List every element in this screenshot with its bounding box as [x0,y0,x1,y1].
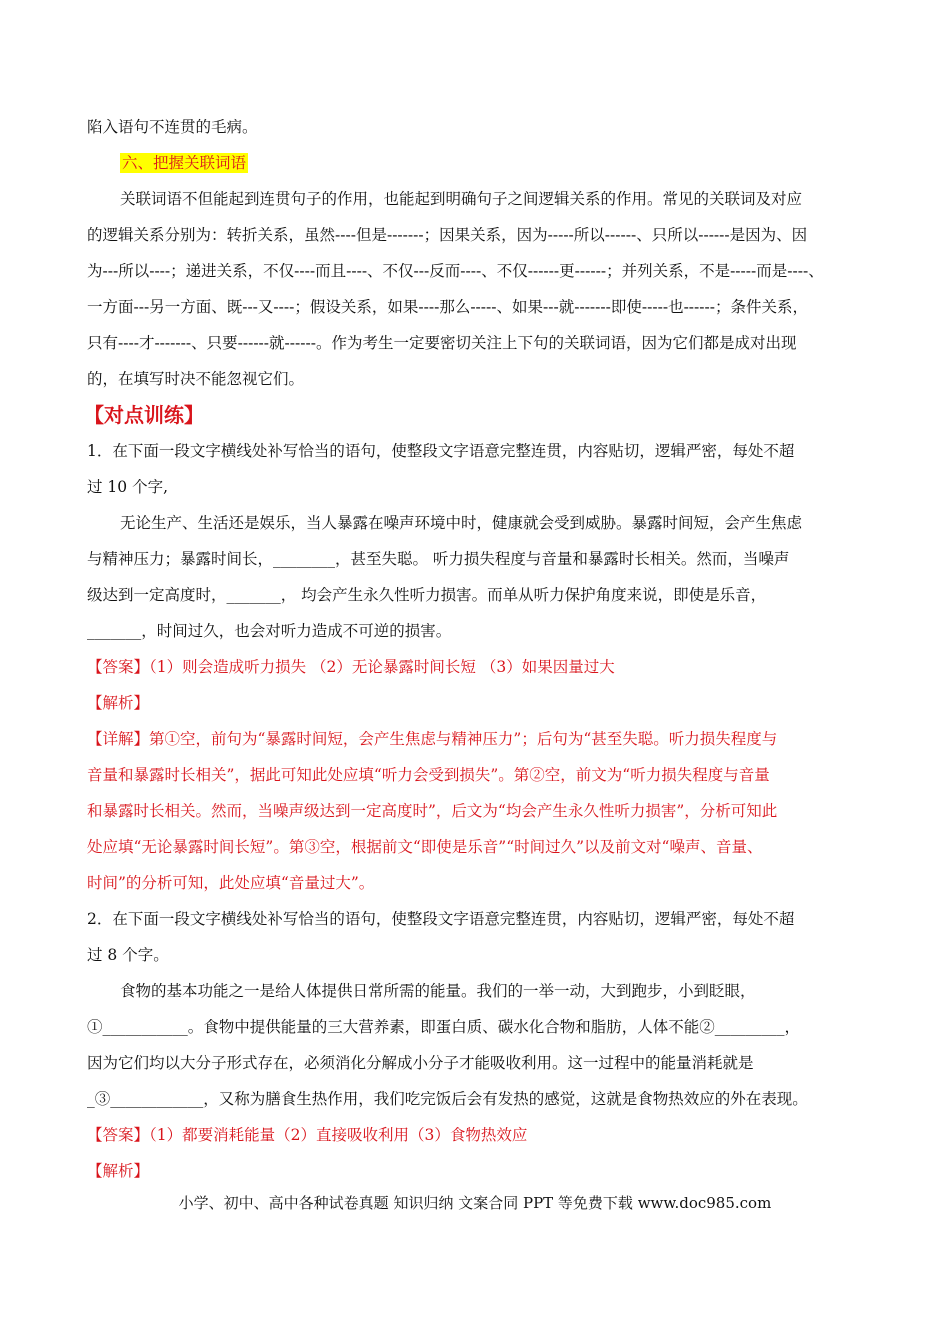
page-footer: 小学、初中、高中各种试卷真题 知识归纳 文案合同 PPT 等免费下载 www.doc985.com [178,1194,772,1212]
text-line: 陷入语句不连贯的毛病。 [87,118,258,136]
question-1: 1．在下面一段文字横线处补写恰当的语句，使整段文字语意完整连贯，内容贴切，逻辑严密，每处不超 [87,442,795,460]
passage-line: 与精神压力；暴露时间长，________，甚至失聪。 听力损失程度与音量和暴露时长相关。然而，当噪声 [87,550,790,568]
question-2: 2．在下面一段文字横线处补写恰当的语句，使整段文字语意完整连贯，内容贴切，逻辑严密，每处不超 [87,910,795,928]
passage-line: 因为它们均以大分子形式存在，必须消化分解成小分子才能吸收利用。这一过程中的能量消耗就是 [87,1054,754,1072]
explanation-line: 和暴露时长相关。然而，当噪声级达到一定高度时”，后文为“均会产生永久性听力损害”，分析可知此 [87,802,778,820]
highlighted-heading: 六、把握关联词语 [122,154,247,172]
analysis-label-2: 【解析】 [87,1162,150,1180]
text-line: 的逻辑关系分别为：转折关系，虽然----但是-------；因果关系，因为-----所以------、只所以------是因为、因 [87,226,808,244]
explanation-line: 时间”的分析可知，此处应填“音量过大”。 [87,874,375,892]
training-heading: 【对点训练】 [84,403,204,427]
section-heading [120,152,248,174]
answer-1: 【答案】（1）则会造成听力损失 （2）无论暴露时间长短 （3）如果因量过大 [87,658,615,676]
passage-line: 级达到一定高度时，_______， 均会产生永久性听力损害。而单从听力保护角度来说，即使是乐音， [87,586,767,604]
passage-line: 无论生产、生活还是娱乐，当人暴露在噪声环境中时，健康就会受到威胁。暴露时间短，会产生焦虑 [120,514,803,532]
text-line: 为---所以----；递进关系，不仅----而且----、不仅---反而----、不仅------更------；并列关系，不是-----而是----、 [87,262,824,280]
question-2-cont: 过 8 个字。 [87,946,169,964]
text-line: 一方面---另一方面、既---又----；假设关系，如果----那么-----、如果---就-------即使-----也------；条件关系， [87,298,808,316]
text-line: 关联词语不但能起到连贯句子的作用，也能起到明确句子之间逻辑关系的作用。常见的关联词及对应 [120,190,803,208]
passage-line: ①___________。食物中提供能量的三大营养素，即蛋白质、碳水化合物和脂肪，人体不能②_________， [87,1018,801,1036]
analysis-label-1: 【解析】 [87,694,150,712]
text-line: 只有----才-------、只要------就------。作为考生一定要密切关注上下句的关联词语，因为它们都是成对出现 [87,334,797,352]
question-1-cont: 过 10 个字, [87,478,169,496]
explanation-line: 处应填“无论暴露时间长短”。第③空，根据前文“即使是乐音”“时间过久”以及前文对“噪声、音量、 [87,838,763,856]
passage-line: _③____________，又称为膳食生热作用，我们吃完饭后会有发热的感觉，这就是食物热效应的外在表现。 [87,1090,808,1108]
passage-line: _______，时间过久，也会对听力造成不可逆的损害。 [87,622,452,640]
answer-2: 【答案】（1）都要消耗能量（2）直接吸收利用（3）食物热效应 [87,1126,528,1144]
text-line: 的，在填写时决不能忽视它们。 [87,370,305,388]
explanation-line: 【详解】第①空，前句为“暴露时间短，会产生焦虑与精神压力”；后句为“甚至失聪。听力损失程度与 [87,730,778,748]
explanation-line: 音量和暴露时长相关”，据此可知此处应填“听力会受到损失”。第②空，前文为“听力损失程度与音量 [87,766,770,784]
passage-line: 食物的基本功能之一是给人体提供日常所需的能量。我们的一举一动，大到跑步，小到眨眼， [120,982,756,1000]
